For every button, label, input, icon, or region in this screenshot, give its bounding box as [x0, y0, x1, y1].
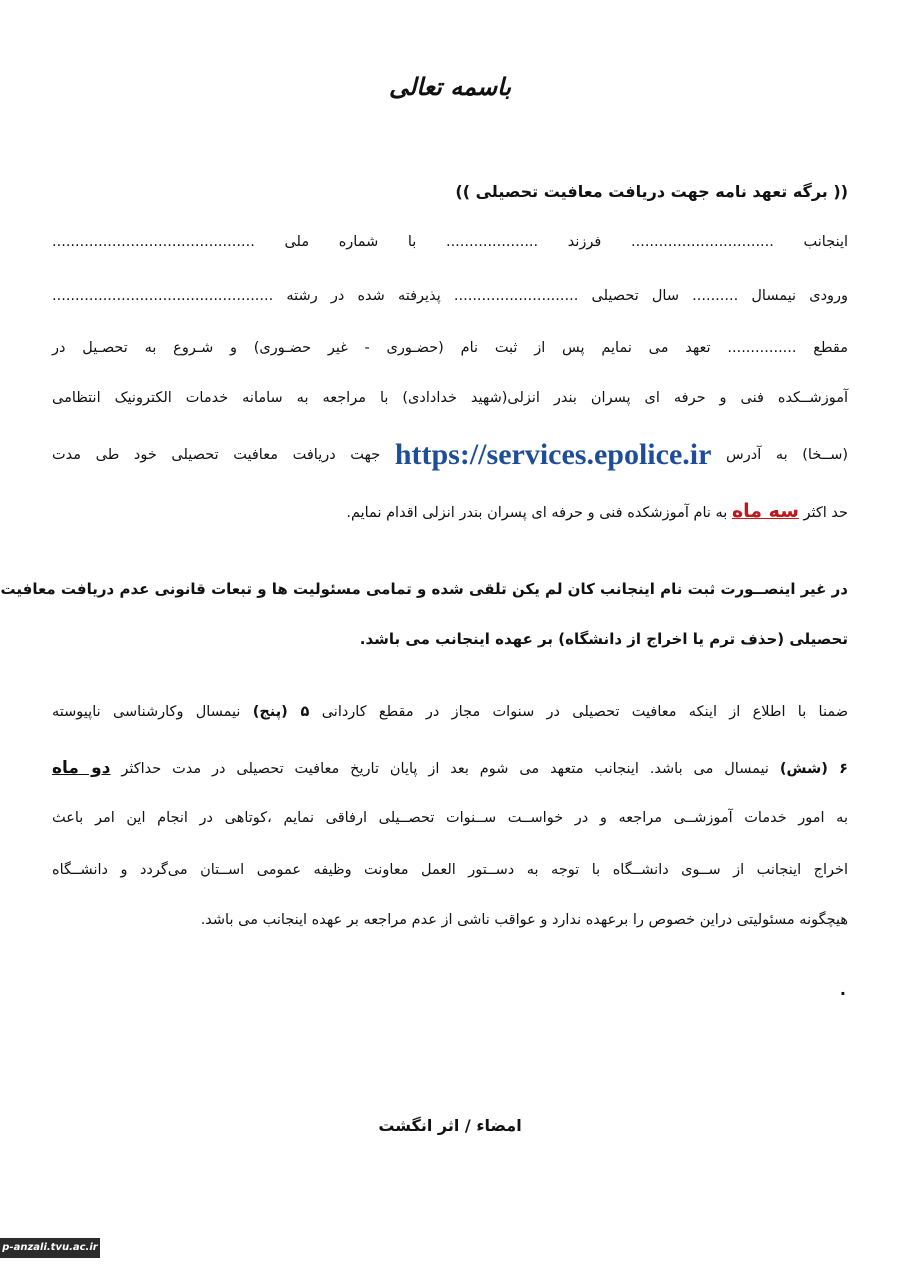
url-suffix: جهت دریافت معافیت تحصیلی خود طی مدت — [52, 447, 381, 463]
exemption-line-5: هیچگونه مسئولیتی دراین خصوص را برعهده ندارد و عواقب ناشی از عدم مراجعه بر عهده اینجانب می باشد. — [200, 912, 848, 928]
deadline-suffix: به نام آموزشکده فنی و حرفه ای پسران بندر انزلی اقدام نمایم. — [346, 505, 728, 521]
father-blank: .................... — [445, 234, 539, 250]
warning-line-2: تحصیلی (حذف ترم یا اخراج از دانشگاه) بر عهده اینجانب می باشد. — [359, 630, 848, 648]
two-months-term: دو ماه — [52, 758, 111, 778]
exemption-line-4: اخراج اینجانب از ســوی دانشــگاه با توجه به دســتور العمل معاونت وظیفه عمومی اســتان می‌گردد و دانشــگاه — [52, 862, 848, 878]
six-semesters: ۶ (شش) — [779, 761, 849, 777]
signature-label: امضاء / اثر انگشت — [378, 1116, 522, 1135]
warning-line-1: در غیر اینصــورت ثبت نام اینجانب کان لم یکن تلقی شده و تمامی مسئولیت ها و تبعات قانونی عدم دریافت معافیت — [0, 580, 848, 598]
deadline-line — [52, 500, 848, 522]
declarant-label: اینجانب — [803, 234, 849, 250]
academic-year-label: سال تحصیلی — [591, 288, 679, 304]
academic-year-blank: ........................... — [453, 288, 579, 304]
exemption-line-2 — [52, 758, 848, 778]
national-id-label: با شماره ملی — [284, 234, 417, 250]
document-heading: باسمه تعالی — [388, 72, 512, 101]
semester-blank: .......... — [692, 288, 739, 304]
exemption-text-b: نیمسال می باشد. اینجانب متعهد می شوم بعد از پایان تاریخ معافیت تحصیلی در مدت حداکثر — [121, 761, 769, 777]
declarant-line — [52, 234, 848, 250]
exemption-text-c: نیمسال وکارشناسی ناپیوسته — [52, 704, 241, 720]
deadline-prefix: حد اکثر — [803, 505, 848, 521]
form-title: (( برگه تعهد نامه جهت دریافت معافیت تحصیلی )) — [455, 182, 848, 201]
name-blank: ............................... — [631, 234, 774, 250]
url-line — [52, 438, 848, 472]
five-semesters: ۵ (پنج) — [252, 704, 310, 720]
degree-line — [52, 340, 848, 356]
degree-label: مقطع — [813, 340, 849, 356]
semester-label: ورودی نیمسال — [751, 288, 849, 304]
three-months-term: سه ماه — [731, 500, 799, 522]
exemption-text-a: ضمنا با اطلاع از اینکه معافیت تحصیلی در سنوات مجاز در مقطع کاردانی — [321, 704, 849, 720]
field-label: پذیرفته شده در رشته — [286, 288, 441, 304]
exemption-line-1 — [52, 704, 848, 720]
field-blank: ................................................ — [52, 288, 274, 304]
service-url-link[interactable]: https://services.epolice.ir — [394, 438, 712, 471]
father-label: فرزند — [567, 234, 602, 250]
college-line: آموزشــکده فنی و حرفه ای پسران بندر انزلی(شهید خدادادی) با مراجعه به سامانه خدمات الکترونیک انتظامی — [52, 390, 848, 406]
national-id-blank: ............................................ — [52, 234, 255, 250]
commitment-text: تعهد می نمایم پس از ثبت نام (حضـوری - غیر حضـوری) و شـروع به تحصـیل در — [52, 340, 711, 356]
site-watermark: p-anzali.tvu.ac.ir — [0, 1238, 100, 1258]
stray-dot: . — [839, 980, 846, 999]
exemption-line-3: به امور خدمات آموزشــی مراجعه و در خواســت ســنوات تحصــیلی ارفاقی نمایم ،کوتاهی در انجام این امر باعث — [52, 810, 848, 826]
url-prefix: (ســخا) به آدرس — [726, 447, 849, 463]
entry-line — [52, 288, 848, 304]
degree-blank: ............... — [727, 340, 797, 356]
